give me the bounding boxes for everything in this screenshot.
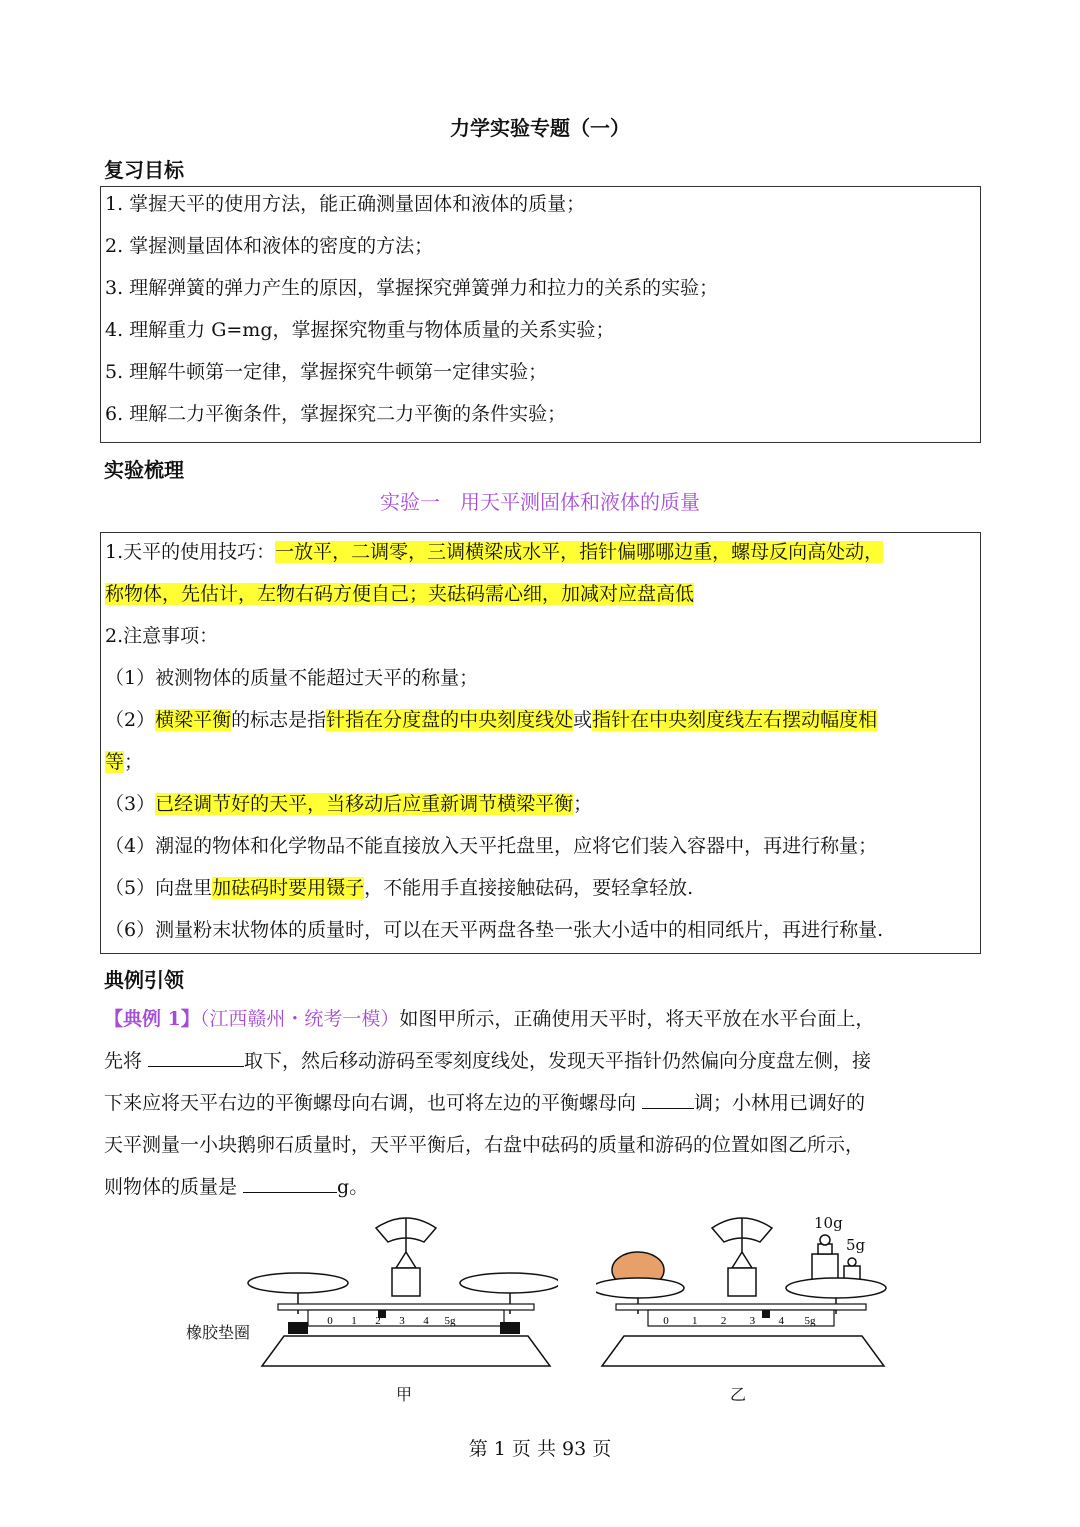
answer-blank-1[interactable]: [148, 1047, 244, 1067]
scale-tick-label: 3: [749, 1315, 756, 1327]
skills-line-6: 等；: [105, 751, 144, 773]
sorting-heading: 实验梳理: [104, 458, 184, 482]
review-item: 3. 理解弹簧的弹力产生的原因，掌握探究弹簧弹力和拉力的关系的实验；: [105, 277, 719, 299]
page-title: 力学实验专题（一）: [450, 116, 630, 140]
review-item: 2. 掌握测量固体和液体的密度的方法；: [105, 235, 434, 257]
review-item: 6. 理解二力平衡条件，掌握探究二力平衡的条件实验；: [105, 403, 567, 425]
experiment-title: 实验一 用天平测固体和液体的质量: [380, 490, 700, 514]
review-box: [100, 186, 981, 443]
skills-line-5: （2）横梁平衡的标志是指针指在分度盘的中央刻度线处或指针在中央刻度线左右摆动幅度相: [105, 709, 878, 731]
review-item: 4. 理解重力 G=mg，掌握探究物重与物体质量的关系实验；: [105, 319, 615, 341]
scale-tick-label: 3: [399, 1315, 405, 1327]
skills-line-8: （4）潮湿的物体和化学物品不能直接放入天平托盘里，应将它们装入容器中，再进行称量；: [105, 835, 878, 857]
skills-line-7: （3）已经调节好的天平，当移动后应重新调节横梁平衡；: [105, 793, 593, 815]
skills-line-3: 2.注意事项：: [105, 625, 219, 647]
weight-5g-label: 5g: [846, 1236, 866, 1254]
skills-line-1: 1.天平的使用技巧：一放平，二调零，三调横梁成水平，指针偏哪哪边重，螺母反向高处动，: [105, 541, 884, 563]
scale-tick-label: 0: [663, 1315, 669, 1327]
scale-tick-label: 4: [423, 1315, 429, 1327]
weight-10g-label: 10g: [814, 1214, 843, 1232]
scale-tick-label: 5g: [444, 1315, 456, 1327]
review-heading: 复习目标: [104, 158, 184, 182]
skills-line-10: （6）测量粉末状物体的质量时，可以在天平两盘各垫一张大小适中的相同纸片，再进行称量.: [105, 919, 884, 941]
skills-box: [100, 532, 981, 954]
skills-line-4: （1）被测物体的质量不能超过天平的称量；: [105, 667, 479, 689]
scale-tick-label: 2: [720, 1315, 727, 1327]
page-footer: 第 1 页 共 93 页: [468, 1438, 612, 1460]
example-line-5: 则物体的质量是 g。: [104, 1172, 368, 1202]
figure-caption-a: 甲: [396, 1385, 413, 1404]
review-item: 5. 理解牛顿第一定律，掌握探究牛顿第一定律实验；: [105, 361, 548, 383]
answer-blank-3[interactable]: [243, 1173, 337, 1193]
scale-tick-label: 2: [375, 1315, 381, 1327]
balance-figure-a: [238, 1208, 558, 1368]
scale-tick-label: 1: [351, 1315, 357, 1327]
scale-tick-label: 1: [692, 1315, 698, 1327]
scale-tick-label: 0: [327, 1315, 333, 1327]
answer-blank-2[interactable]: [642, 1089, 694, 1109]
review-item: 1. 掌握天平的使用方法，能正确测量固体和液体的质量；: [105, 193, 586, 215]
rubber-ring-label: 橡胶垫圈: [186, 1323, 251, 1342]
skills-line-2: 称物体，先估计，左物右码方便自己；夹砝码需心细，加减对应盘高低: [105, 583, 695, 605]
example-heading: 典例引领: [104, 968, 184, 992]
scale-tick-label: 5g: [804, 1315, 816, 1327]
scale-tick-label: 4: [778, 1315, 784, 1327]
example-line-3: 下来应将天平右边的平衡螺母向右调，也可将左边的平衡螺母向 调；小林用已调好的: [104, 1088, 865, 1118]
figure-caption-b: 乙: [730, 1385, 747, 1404]
example-line-2: 先将 取下，然后移动游码至零刻度线处，发现天平指针仍然偏向分度盘左侧，接: [104, 1046, 871, 1076]
balance-figure-b: [596, 1208, 896, 1368]
example-line-1: 【典例 1】（江西赣州・统考一模）如图甲所示，正确使用天平时，将天平放在水平台面上，: [104, 1008, 875, 1030]
example-line-4: 天平测量一小块鹅卵石质量时，天平平衡后，右盘中砝码的质量和游码的位置如图乙所示，: [104, 1134, 865, 1156]
skills-line-9: （5）向盘里加砝码时要用镊子，不能用手直接接触砝码，要轻拿轻放.: [105, 877, 694, 899]
